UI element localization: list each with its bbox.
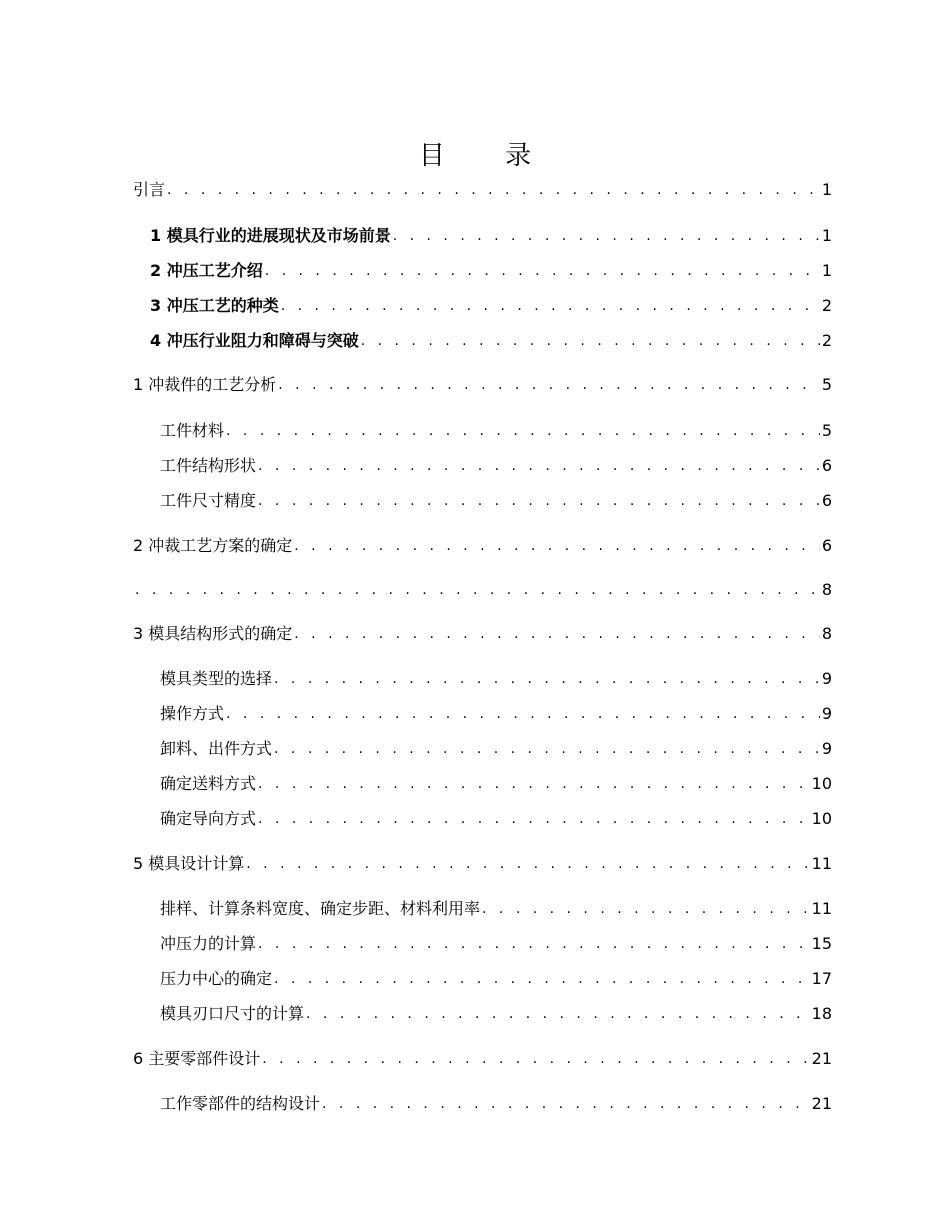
toc-entry-label: 工件结构形状 [160,456,257,475]
toc-leader-dots [306,1002,810,1026]
toc-entry-page: 5 [821,421,832,440]
toc-entry[interactable] [160,1002,832,1026]
toc-entry[interactable] [160,489,832,513]
toc-entry-page: 6 [821,491,832,510]
toc-entry-label: 确定送料方式 [160,774,257,793]
toc-leader-dots [258,489,820,513]
toc-entry[interactable] [133,178,832,202]
toc-leader-dots [393,224,820,248]
toc-entry[interactable] [133,622,832,646]
toc-leader-dots [226,419,820,443]
toc-entry[interactable] [160,737,832,761]
toc-entry[interactable] [160,1092,832,1116]
toc-entry-label: 工件材料 [160,421,225,440]
toc-entry-label: 工件尺寸精度 [160,491,257,510]
toc-entry-page: 2 [821,331,832,350]
toc-entry-page: 21 [811,1049,832,1068]
toc-entry[interactable] [133,1047,832,1071]
toc-entry-page: 9 [821,704,832,723]
toc-entry-page: 10 [811,774,832,793]
toc-entry-label: 操作方式 [160,704,225,723]
toc-entry[interactable] [160,807,832,831]
toc-entry-page: 17 [811,969,832,988]
toc-entry[interactable] [160,932,832,956]
toc-entry-label: 卸料、出件方式 [160,739,273,758]
toc-entry[interactable] [150,224,832,248]
toc-leader-dots [322,1092,810,1116]
toc-entry[interactable] [133,578,832,602]
toc-title: 目 录 [418,141,558,172]
toc-entry-page: 8 [821,580,832,599]
toc-entry-page: 9 [821,739,832,758]
toc-entry-label: 3 冲压工艺的种类 [150,296,279,315]
toc-entry[interactable] [150,259,832,283]
toc-entry-label: 模具刃口尺寸的计算 [160,1004,305,1023]
toc-leader-dots [274,967,810,991]
toc-entry[interactable] [150,294,832,318]
toc-entry-page: 8 [821,624,832,643]
toc-entry-page: 21 [811,1094,832,1113]
toc-leader-dots [294,622,820,646]
toc-entry-label: 排样、计算条料宽度、确定步距、材料利用率 [160,899,481,918]
toc-entry-page: 2 [821,296,832,315]
toc-leader-dots [226,702,820,726]
toc-entry-label: 3 模具结构形式的确定 [133,624,293,643]
toc-entry[interactable] [160,419,832,443]
toc-leader-dots [258,454,820,478]
toc-entry[interactable] [160,772,832,796]
toc-entry-label: 5 模具设计计算 [133,854,245,873]
toc-entry-page: 1 [821,261,832,280]
toc-leader-dots [258,772,810,796]
toc-leader-dots [258,807,810,831]
toc-entry-page: 6 [821,536,832,555]
toc-entry[interactable] [133,852,832,876]
toc-entry-label: 6 主要零部件设计 [133,1049,261,1068]
toc-entry-page: 1 [821,226,832,245]
toc-entry[interactable] [160,967,832,991]
toc-entry[interactable] [133,373,832,397]
toc-leader-dots [167,178,820,202]
toc-leader-dots [274,737,820,761]
toc-entry[interactable] [160,702,832,726]
toc-entry-label: 1 模具行业的进展现状及市场前景 [150,226,391,245]
toc-entry-page: 18 [811,1004,832,1023]
toc-entry-label: 模具类型的选择 [160,669,273,688]
toc-entry-label: 2 冲裁工艺方案的确定 [133,536,293,555]
toc-entry-page: 1 [821,180,832,199]
toc-leader-dots [246,852,809,876]
toc-entry-page: 5 [821,375,832,394]
toc-entry[interactable] [160,897,832,921]
toc-leader-dots [265,259,820,283]
toc-leader-dots [281,294,820,318]
toc-entry-page: 10 [811,809,832,828]
toc-entry-page: 11 [811,899,832,918]
toc-entry[interactable] [133,534,832,558]
toc-entry-label: 引言 [133,180,166,199]
toc-entry[interactable] [150,329,832,353]
toc-entry-page: 9 [821,669,832,688]
toc-entry-label: 1 冲裁件的工艺分析 [133,375,277,394]
toc-leader-dots [262,1047,809,1071]
toc-entry-label: 工作零部件的结构设计 [160,1094,321,1113]
toc-entry[interactable] [160,454,832,478]
toc-leader-dots [294,534,820,558]
toc-leader-dots [274,667,820,691]
toc-entry-page: 6 [821,456,832,475]
toc-entry-label: 2 冲压工艺介绍 [150,261,263,280]
toc-entry-label: 确定导向方式 [160,809,257,828]
toc-leader-dots [258,932,810,956]
toc-leader-dots [482,897,810,921]
toc-leader-dots [135,578,820,602]
toc-entry-page: 11 [811,854,832,873]
toc-leader-dots [361,329,820,353]
toc-entry-label: 压力中心的确定 [160,969,273,988]
toc-entry-label: 冲压力的计算 [160,934,257,953]
toc-leader-dots [278,373,820,397]
toc-entry-label: 4 冲压行业阻力和障碍与突破 [150,331,359,350]
toc-entry[interactable] [160,667,832,691]
toc-entry-page: 15 [811,934,832,953]
